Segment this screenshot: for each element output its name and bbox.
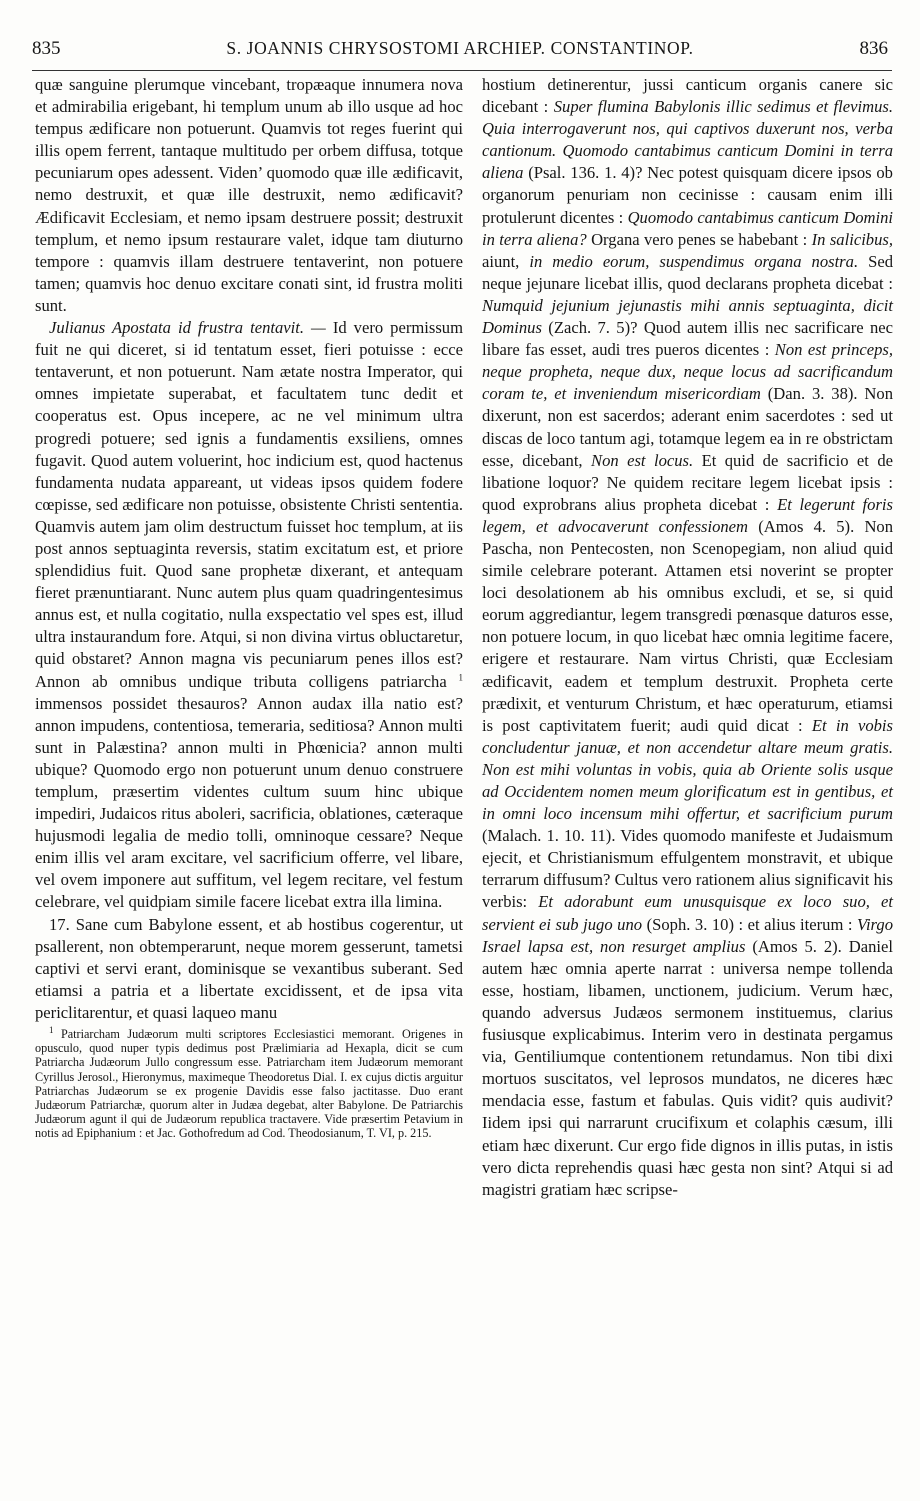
page-number-right: 836 [859, 38, 888, 59]
text: Nec potest quisquam dicere ipsos ob organorum penuriam non cecinisse : causam enim illi protulerunt dicentes : [482, 163, 893, 227]
section-heading: Julianus Apostata id frustra tentavit. — [49, 318, 326, 338]
scripture-reference: (Soph. 3. 10) [646, 914, 735, 934]
running-title: S. JOANNIS CHRYSOSTOMI ARCHIEP. CONSTANTINOP. [226, 38, 694, 58]
scripture-quote: Et in vobis concludentur januæ, et non accendetur altare meum gratis. Non est mihi voluntas in vobis, quia ab Oriente solis usque ad Occidentem nomen meum glorificatum est in gentibus, et in omni loco incensum mihi offertur, et sacrificium purum [482, 715, 893, 824]
paragraph [482, 74, 893, 1201]
scripture-reference: (Amos 4. 5). [758, 516, 855, 536]
text: Non Pascha, non Pentecosten, non Scenopegiam, non aliud quid simile celebrare poterant. Attamen etsi noverint se propter loci desolationem ab his omnibus excludi, et se, si quid eorum aggrediantur, legem transgredi pœnasque daturos esse, non potuere locum, in quo licebat hæc omnia legitime facere, erigere et restaurare. Nam virtus Christi, quæ Ecclesiam ædificavit, eadem et templum destruxit. Propheta certe prædixit, et venturum Christum, et hæc operaturum, etiamsi is post captivitatem fuerit; audi quid dicat : [482, 516, 894, 735]
footnotes [35, 1024, 463, 1141]
text: aiunt, [482, 251, 520, 271]
footnote [35, 1024, 463, 1141]
running-header [32, 36, 888, 64]
scripture-reference: (Psal. 136. 1. 4)? [528, 163, 643, 183]
scripture-quote: In salicibus, [811, 229, 893, 249]
paragraph-text: Id vero permissum fuit ne qui diceret, si id tentatum esset, fieri potuisse : ecce tentaverunt, et non potuerunt. Nam ætate nostra Imperator, qui omnes impietate superabat, et facultatem tunc dedit et cooperatus est. Opus incepere, ac ne vel minimum ultra progredi potuere; sed ignis a fundamentis exsiliens, omnes fugavit. Quod autem voluerint, hoc indicium est, quod hactenus fundamenta nudata appareant, ut videas ipsos quidem fodere cœpisse, sed ædificare non potuisse, obsistente Christi sententia. Quamvis autem jam olim destructum fuisset hoc templum, at iis post annos septuaginta reversis, statim excitatum est, et priore splendidius fuit. Quod sane prophetæ dixerant, et antequam fieret prænuntiarant. Nunc autem plus quam quadringentesimus annus est, et nulla cogitatio, nulla exspectatio vel spes est, illud ultra instaurandum fore. Atqui, si non divina virtus obluctaretur, quid obstaret? Annon magna vis pecuniarum penes illos est? Annon ab omnibus undique tributa colligens patriarcha [35, 318, 463, 691]
scripture-quote: Et legerunt foris legem, et advocaverunt confessionem [482, 494, 893, 536]
right-column [482, 74, 893, 1201]
footnote-reference: 1 [458, 672, 463, 682]
text: Et quid de sacrificio et de libatione loquor? Ne quidem recitare legem licebat ipsis : quod exprobrans alius propheta dicebat : [482, 450, 893, 514]
scripture-reference: (Zach. 7. 5)? [548, 318, 638, 338]
scripture-quote: Super flumina Babylonis illic sedimus et flevimus. Quia interrogaverunt nos, qui captivos duxerunt nos, verba cantionum. Quomodo cantabimus canticum Domini in terra aliena [482, 97, 893, 183]
text: Vides quomodo manifeste et Judaismum ejecit, et Christianismum effulgentem monstravit, et ubique terrarum diffusum? Cultus vero rationem alius significavit his verbis: [482, 826, 894, 912]
scripture-quote: Numquid jejunium jejunastis mihi annis septuaginta, dicit Dominus [482, 295, 893, 338]
footnote-marker: 1 [49, 1024, 54, 1035]
paragraph: quæ sanguine plerumque vincebant, tropæaque innumera nova et admirabilia erigebant, hi templum unum ab illo usque ad hoc tempus ædificare non potuerunt. Quamvis tot reges fuerint qui illis opem ferrent, tantaque multitudo per orbem diffusa, totque pecuniarum opes adessent. Viden’ quomodo quæ ille ædificavit, nemo destruxit, et quæ ille destruxit, nemo ædificavit? Ædificavit Ecclesiam, et nemo ipsam destruere possit; destruxit templum, et nemo ipsum restaurare valet, idque tam diuturno tempore : quamvis illam destruere tentaverint, non potuere tamen; quamvis hoc denuo excitare conati sint, id frustra moliti sunt. [35, 75, 463, 315]
text: : et alius iterum : [738, 914, 853, 934]
text: hostium detinerentur, jussi canticum organis canere sic dicebant : [482, 75, 893, 117]
text: Sed neque jejunare licebat illis, quod declarans propheta dicebat : [482, 251, 893, 293]
scripture-reference: (Dan. 3. 38). [767, 384, 858, 404]
scripture-quote: Et adorabunt eum unusquisque ex loco suo, et servient ei sub jugo uno [482, 892, 893, 934]
scripture-reference: (Malach. 1. 10. 11). [482, 826, 616, 846]
scripture-quote: Virgo Israel lapsa est, non resurget amplius [482, 914, 893, 956]
scripture-quote: in medio eorum, suspendimus organa nostra. [529, 251, 859, 271]
scripture-quote: Quomodo cantabimus canticum Domini in terra aliena? [482, 207, 893, 249]
paragraph [35, 317, 463, 914]
left-column [35, 74, 463, 1141]
scripture-quote: Non est princeps, neque propheta, neque dux, neque locus ad sacrificandum coram te, et inveniendum misericordiam [482, 340, 894, 404]
text: Organa vero penes se habebant : [591, 229, 808, 249]
text: Daniel autem hæc omnia aperte narrat : universa nempe tollenda esse, hostiam, libamen, unctionem, judicium. Verum hæc, quando adversus Judæos sermonem instituemus, clarius fusiusque explicabimus. Interim vero in destinata pergamus via, Gentiliumque contentionem retundamus. Non tibi dixi mortuos suscitatos, vel leprosos mundatos, ne diceres hæc mendacia esse, fastum et fabulas. Quis vidit? quis audivit? Iidem ipsi qui narrarunt crucifixum et colaphis cæsum, illi etiam hæc dixerunt. Cur ergo fide dignos in illis putas, in istis vero dicta reprehendis quasi hæc gesta non sint? Atqui si ad magistri gratiam hæc scripse- [482, 936, 893, 1199]
header-rule [32, 70, 892, 71]
text: Quod autem illis nec sacrificare nec libare fas esset, audi tres pueros dicentes : [482, 318, 894, 360]
scripture-reference: (Amos 5. 2). [752, 936, 842, 956]
scripture-quote: Non est locus. [591, 450, 694, 470]
paragraph-text: immensos possidet thesauros? Annon audax illa natio est? annon impudens, contentiosa, temeraria, seditiosa? Annon multi sunt in Palæstina? annon multi in Phœnicia? annon multi ubique? Quomodo ergo non potuerunt unum denuo construere templum, præsertim videntes cultum suum hinc ubique impediri, Judaicos ritus aboleri, sacrificia, oblationes, cæteraque hujusmodi legalia de medio tolli, omninoque cessare? Neque enim illis vel aram excitare, vel sacrificium offerre, vel libare, vel ovem imponere aut suffitum, vel legem recitare, vel festum celebrare, vel quidpiam simile facere licebat extra illa limina. [35, 693, 463, 912]
text: Non dixerunt, non est sacerdos; aderant enim sacerdotes : sed ut discas de loco tantum agi, totamque legem ea in re obstrictam esse, dicebant, [482, 384, 893, 470]
footnote-text: Patriarcham Judæorum multi scriptores Ecclesiastici memorant. Origenes in opusculo, quod nuper typis dedimus post Prælimiaria ad Hexapla, dicit se cum Patriarcha Judæorum Jullo congressum esse. Patriarcham item Judæorum memorant Cyrillus Jerosol., Hieronymus, maximeque Theodoretus Dial. I. ex cujus dictis arguitur Patriarchas Judæorum se ex progenie Davidis esse falso jactitasse. Duo erant Judæorum Patriarchæ, quorum alter in Judæa degebat, alter Babylone. De Patriarchis Judæorum agunt il qui de Judæorum republica tractavere. Vide præsertim Petavium in notis ad Epiphanium : et Jac. Gothofredum ad Cod. Theodosianum, T. VI, p. 215. [35, 1027, 463, 1141]
page-number-left: 835 [32, 38, 61, 59]
paragraph-17: 17. Sane cum Babylone essent, et ab hostibus cogerentur, ut psallerent, non obtemperarunt, neque morem gesserunt, tametsi captivi et servi erant, dominisque se vexantibus suberant. Sed etiamsi a patria et a libertate excidissent, et de ipsa vita periclitarentur, et quasi laqueo manu [35, 914, 463, 1022]
